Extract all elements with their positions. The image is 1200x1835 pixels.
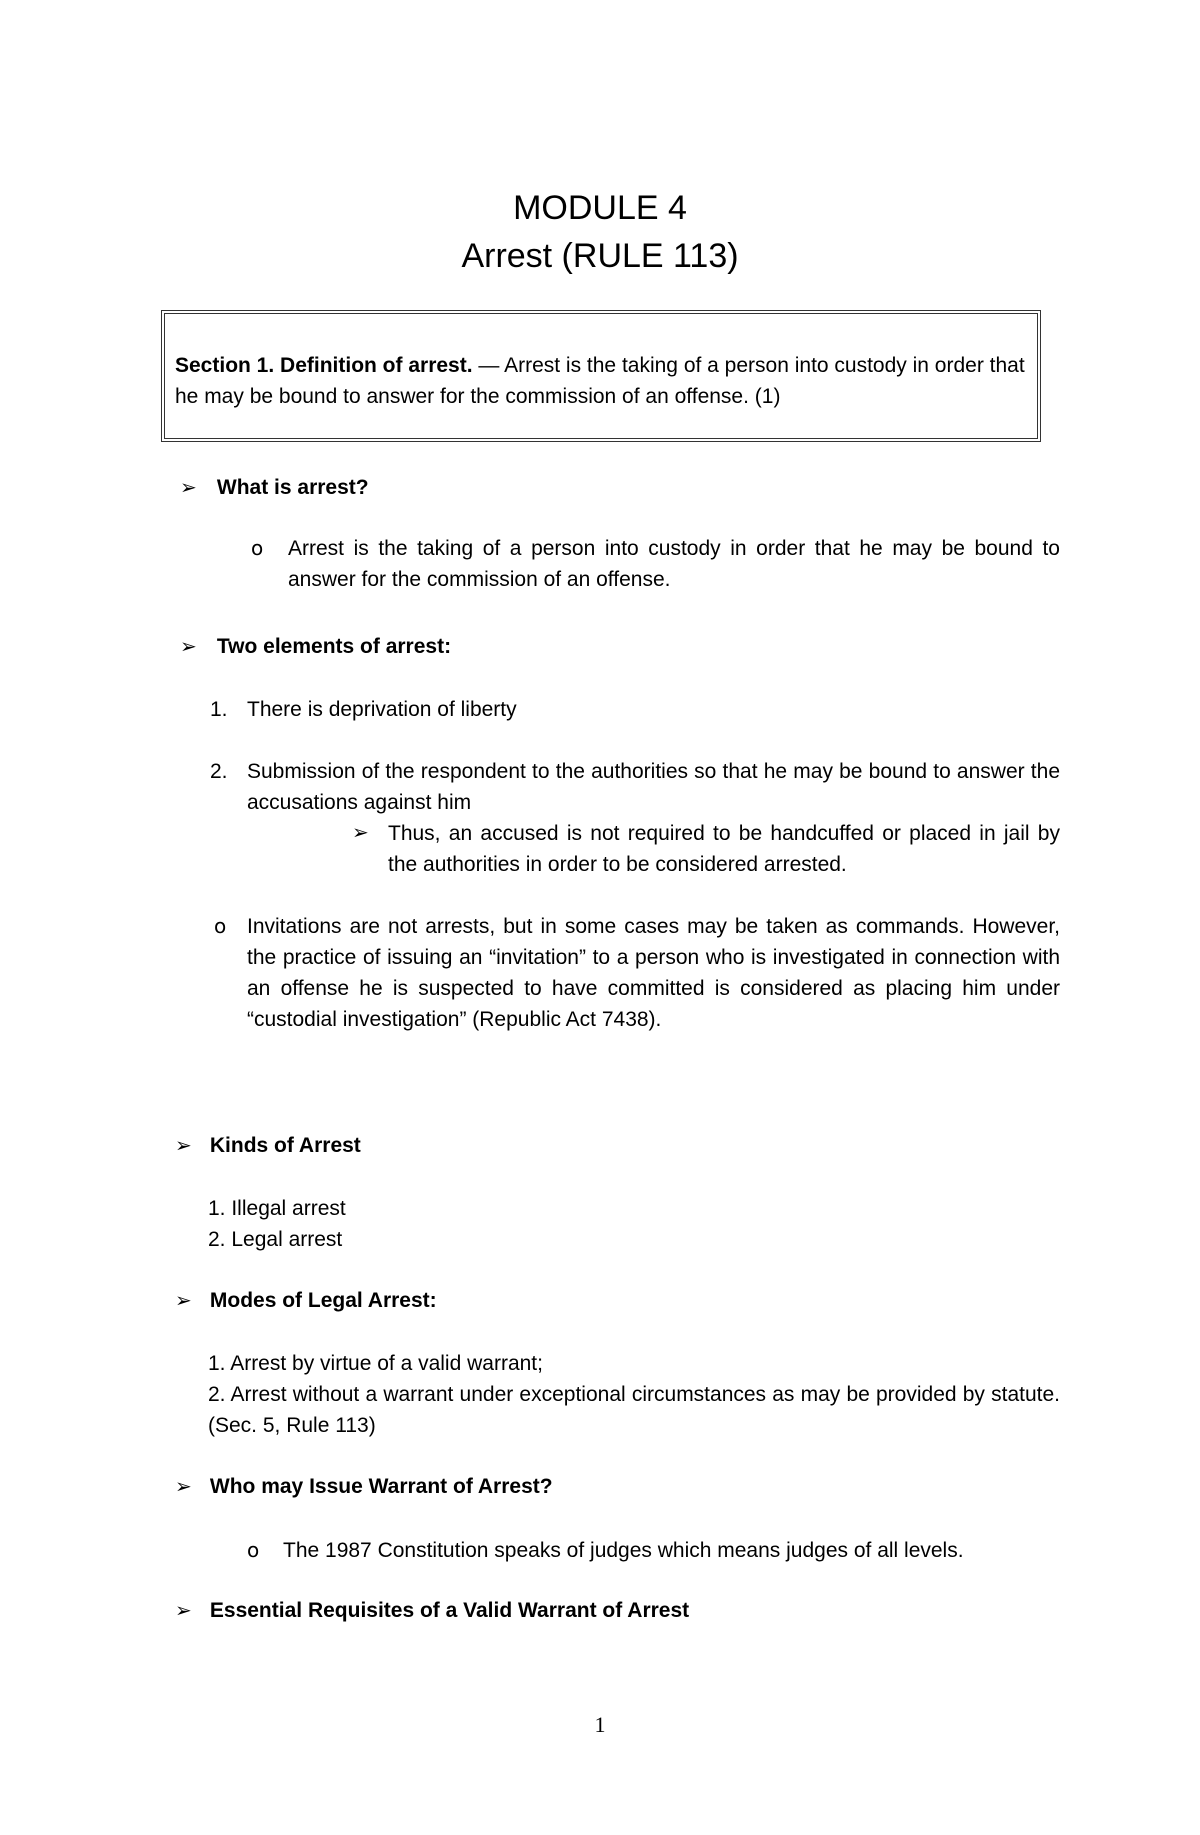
section-definition-box [161,310,1041,442]
section-definition-text [175,350,1031,412]
heading-who-may-issue [175,1473,553,1499]
heading-text: Two elements of arrest: [216,635,452,658]
invitation-note: Invitations are not arrests, but in some cases may be taken as commands. However, the practice of issuing an “invitation” to a person who is investigated in connection with an offense he is suspected to have committed is considered as placing him under “custodial investigation” (Republic Act 7438). [247,915,1060,1031]
circle-bullet-icon: o [214,914,227,938]
element-2-text: Submission of the respondent to the authorities so that he may be bound to answer the accusations against him [247,760,1060,814]
heading-two-elements [180,633,451,659]
heading-essential-requisites [175,1597,689,1623]
section-body: — Arrest is the taking of a person into custody in order that he may be bound to answer for the commission of an offense. (1) [175,354,1025,408]
who-answer: The 1987 Constitution speaks of judges which means judges of all levels. [283,1539,964,1562]
arrow-bullet-icon: ➢ [175,1474,192,1498]
definition-answer: Arrest is the taking of a person into custody in order that he may be bound to answer for the commission of an offense. [288,537,1060,591]
kind-item-2: 2. Legal arrest [208,1228,343,1251]
heading-text: Modes of Legal Arrest: [209,1289,437,1312]
module-title: MODULE 4 [513,189,687,227]
arrow-bullet-icon: ➢ [175,1288,192,1312]
heading-text: Who may Issue Warrant of Arrest? [209,1475,553,1498]
element-2-number: 2. [210,760,228,783]
mode-item-1: 1. Arrest by virtue of a valid warrant; [208,1352,543,1375]
section-label: Section 1. Definition of arrest. [175,354,473,377]
element-1-number: 1. [210,698,228,721]
arrow-bullet-icon: ➢ [180,475,197,499]
heading-text: Essential Requisites of a Valid Warrant of Arrest [209,1599,690,1622]
heading-modes-legal-arrest [175,1287,437,1313]
circle-bullet-icon: o [247,1538,260,1562]
arrow-bullet-icon: ➢ [180,634,197,658]
mode-item-2: 2. Arrest without a warrant under exceptional circumstances as may be provided by statute. (Sec. 5, Rule 113) [208,1383,1060,1437]
element-2-sub-note: Thus, an accused is not required to be handcuffed or placed in jail by the authorities in order to be considered arrested. [388,822,1060,876]
arrow-bullet-icon: ➢ [175,1133,192,1157]
page-number: 1 [594,1712,606,1737]
heading-kinds-of-arrest [175,1132,361,1158]
heading-what-is-arrest [180,474,369,500]
arrow-bullet-icon: ➢ [175,1598,192,1622]
heading-text: What is arrest? [216,476,369,499]
element-1-text: There is deprivation of liberty [247,698,517,721]
arrow-bullet-icon: ➢ [352,820,369,844]
heading-text: Kinds of Arrest [209,1134,361,1157]
kind-item-1: 1. Illegal arrest [208,1197,346,1220]
circle-bullet-icon: o [251,536,264,560]
page-title: Arrest (RULE 113) [461,237,739,275]
